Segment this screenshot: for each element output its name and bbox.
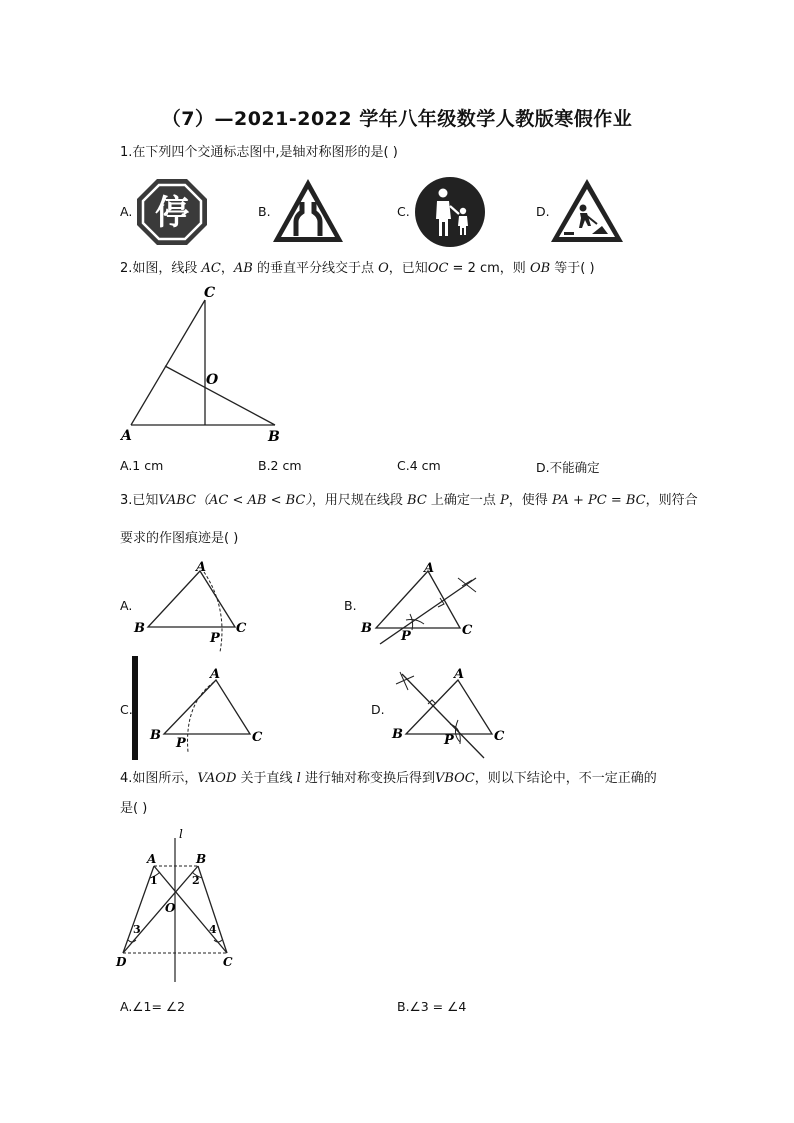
q2-label-o: O <box>206 372 219 388</box>
q4-label-d: D <box>116 955 127 969</box>
q3b-label-a: A <box>424 561 435 576</box>
q3c-label-b: B <box>150 728 161 743</box>
q2-option-d: D.不能确定 <box>536 460 600 475</box>
q1-stem: 1.在下列四个交通标志图中,是轴对称图形的是( ) <box>120 145 398 160</box>
q4-label-2: 2 <box>192 874 200 887</box>
q1-option-d-label: D. <box>536 204 550 219</box>
q3-diagram-c <box>148 664 270 754</box>
q3-stem-line2: 要求的作图痕迹是( ) <box>120 531 239 546</box>
q4-label-1: 1 <box>150 874 158 887</box>
q3b-label-c: C <box>462 623 473 638</box>
q2-option-c: C.4 cm <box>397 458 441 473</box>
q3c-label-p: P <box>176 736 186 751</box>
q3d-label-b: B <box>392 727 403 742</box>
q3a-label-p: P <box>210 631 220 646</box>
q3c-label-a: A <box>210 667 221 682</box>
q3d-label-p: P <box>444 733 454 748</box>
q3d-label-a: A <box>454 667 465 682</box>
q2-label-b: B <box>268 429 280 445</box>
q3-stem-line1: 3.已知VABC（AC < AB < BC），用尺规在线段 BC 上确定一点 P，使得 PA + PC = BC，则符合 <box>120 493 698 508</box>
q4-label-4: 4 <box>209 923 217 936</box>
q2-option-b: B.2 cm <box>258 458 302 473</box>
q4-option-b: B.∠3 = ∠4 <box>397 999 467 1014</box>
q3a-label-a: A <box>196 560 207 575</box>
q3-option-c-label: C. <box>120 702 133 717</box>
q3-diagram-b <box>358 560 484 650</box>
q4-label-o: O <box>165 901 176 915</box>
q1-option-b-label: B. <box>258 204 271 219</box>
q3d-label-c: C <box>494 729 505 744</box>
q3-option-d-label: D. <box>371 702 385 717</box>
q2-stem: 2.如图，线段 AC，AB 的垂直平分线交于点 O，已知OC = 2 cm，则 OB 等于( ) <box>120 261 595 276</box>
q4-label-a: A <box>147 852 157 866</box>
q4-symmetry-diagram <box>114 826 244 986</box>
road-works-sign-icon <box>550 178 624 244</box>
q4-option-a: A.∠1= ∠2 <box>120 999 186 1014</box>
road-narrows-sign-icon <box>272 178 344 244</box>
q2-label-a: A <box>121 428 132 444</box>
q4-stem-line2: 是( ) <box>120 801 148 816</box>
pedestrian-sign-icon <box>414 176 486 248</box>
q3b-label-p: P <box>401 629 411 644</box>
q4-stem-line1: 4.如图所示，VAOD 关于直线 l 进行轴对称变换后得到VBOC，则以下结论中，不一定正确的 <box>120 771 657 786</box>
q3c-label-c: C <box>252 730 263 745</box>
q2-option-a: A.1 cm <box>120 458 164 473</box>
q4-label-l: l <box>179 827 183 841</box>
q4-label-b: B <box>196 852 207 866</box>
q2-label-c: C <box>204 285 216 301</box>
q3b-label-b: B <box>361 621 372 636</box>
page-title: （7）—2021-2022 学年八年级数学人教版寒假作业 <box>161 108 633 130</box>
q3a-label-c: C <box>236 621 247 636</box>
q3a-label-b: B <box>134 621 145 636</box>
q1-option-c-label: C. <box>397 204 410 219</box>
q4-label-3: 3 <box>133 923 141 936</box>
stop-sign-text: 停 <box>155 193 189 233</box>
q4-label-c: C <box>223 955 233 969</box>
q1-option-a-label: A. <box>120 204 133 219</box>
q3-diagram-d <box>388 664 514 764</box>
q3-option-b-label: B. <box>344 598 357 613</box>
q3-option-a-label: A. <box>120 598 133 613</box>
q3-diagram-a <box>132 560 252 654</box>
stop-sign-icon <box>136 178 208 246</box>
q2-triangle-diagram <box>118 284 288 446</box>
selection-marker-bar <box>132 656 138 760</box>
